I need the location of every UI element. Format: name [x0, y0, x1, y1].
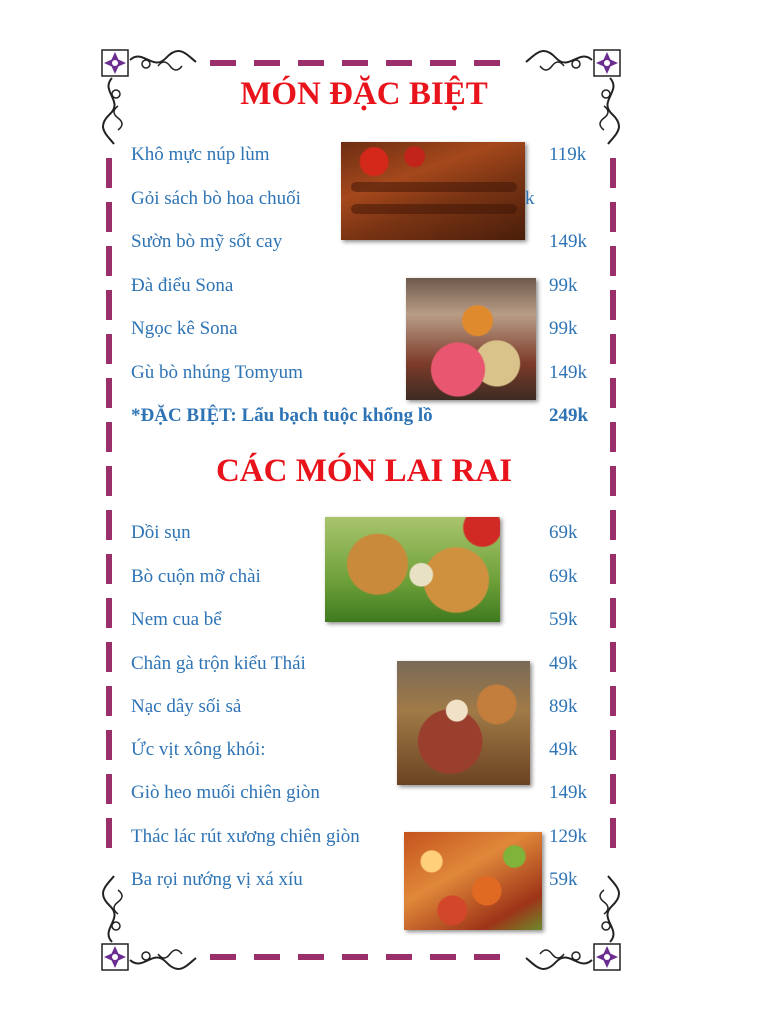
menu-item-price: 59k: [549, 609, 578, 630]
chicken-feet-salad-photo: [404, 832, 542, 930]
menu-item-price: k: [525, 188, 535, 209]
menu-item-name: Dồi sụn: [131, 522, 191, 543]
menu-item-name: Ức vịt xông khói:: [131, 739, 266, 760]
menu-item-name: Thác lác rút xương chiên giòn: [131, 826, 360, 847]
menu-item-price: 69k: [549, 522, 578, 543]
menu-item-price: 69k: [549, 566, 578, 587]
section-title-specials: MÓN ĐẶC BIỆT: [240, 76, 488, 112]
menu-item-price: 149k: [549, 782, 587, 803]
menu-item-name: Nem cua bể: [131, 609, 222, 630]
menu-item-price: 99k: [549, 275, 578, 296]
hotpot-photo: [406, 278, 536, 400]
border-right: [610, 158, 616, 862]
menu-item-price: 49k: [549, 739, 578, 760]
menu-item-price: 119k: [549, 144, 587, 165]
menu-item-name: Ngọc kê Sona: [131, 318, 238, 339]
menu-item-special-price: 249k: [549, 405, 589, 426]
border-left: [106, 158, 112, 862]
menu-item-name: Ba rọi nướng vị xá xíu: [131, 869, 303, 890]
menu-item-name: Gù bò nhúng Tomyum: [131, 362, 303, 383]
menu-item-name: Nạc dây sối sả: [131, 696, 242, 717]
menu-item-name: Bò cuộn mỡ chài: [131, 566, 261, 587]
menu-item-name: Chân gà trộn kiểu Thái: [131, 653, 306, 674]
border-bottom: [210, 954, 512, 960]
menu-item-special-name: *ĐẶC BIỆT: Lẩu bạch tuộc khổng lồ: [131, 405, 433, 426]
menu-item-name: Gỏi sách bò hoa chuối: [131, 188, 301, 209]
pork-platter-photo: [397, 661, 530, 785]
fried-rolls-photo: [325, 517, 500, 622]
menu-item-price: 149k: [549, 362, 587, 383]
grilled-ribs-photo: [341, 142, 525, 240]
menu-item-price: 49k: [549, 653, 578, 674]
menu-item-name: Giò heo muối chiên giòn: [131, 782, 320, 803]
menu-item-price: 129k: [549, 826, 587, 847]
menu-item-name: Khô mực núp lùm: [131, 144, 270, 165]
menu-item-price: 149k: [549, 231, 587, 252]
menu-item-price: 99k: [549, 318, 578, 339]
section-title-snacks: CÁC MÓN LAI RAI: [215, 453, 513, 489]
menu-item-name: Sườn bò mỹ sốt cay: [131, 231, 283, 252]
border-top: [210, 60, 512, 66]
menu-item-name: Đà điểu Sona: [131, 275, 234, 296]
menu-item-price: 89k: [549, 696, 578, 717]
menu-item-price: 59k: [549, 869, 578, 890]
